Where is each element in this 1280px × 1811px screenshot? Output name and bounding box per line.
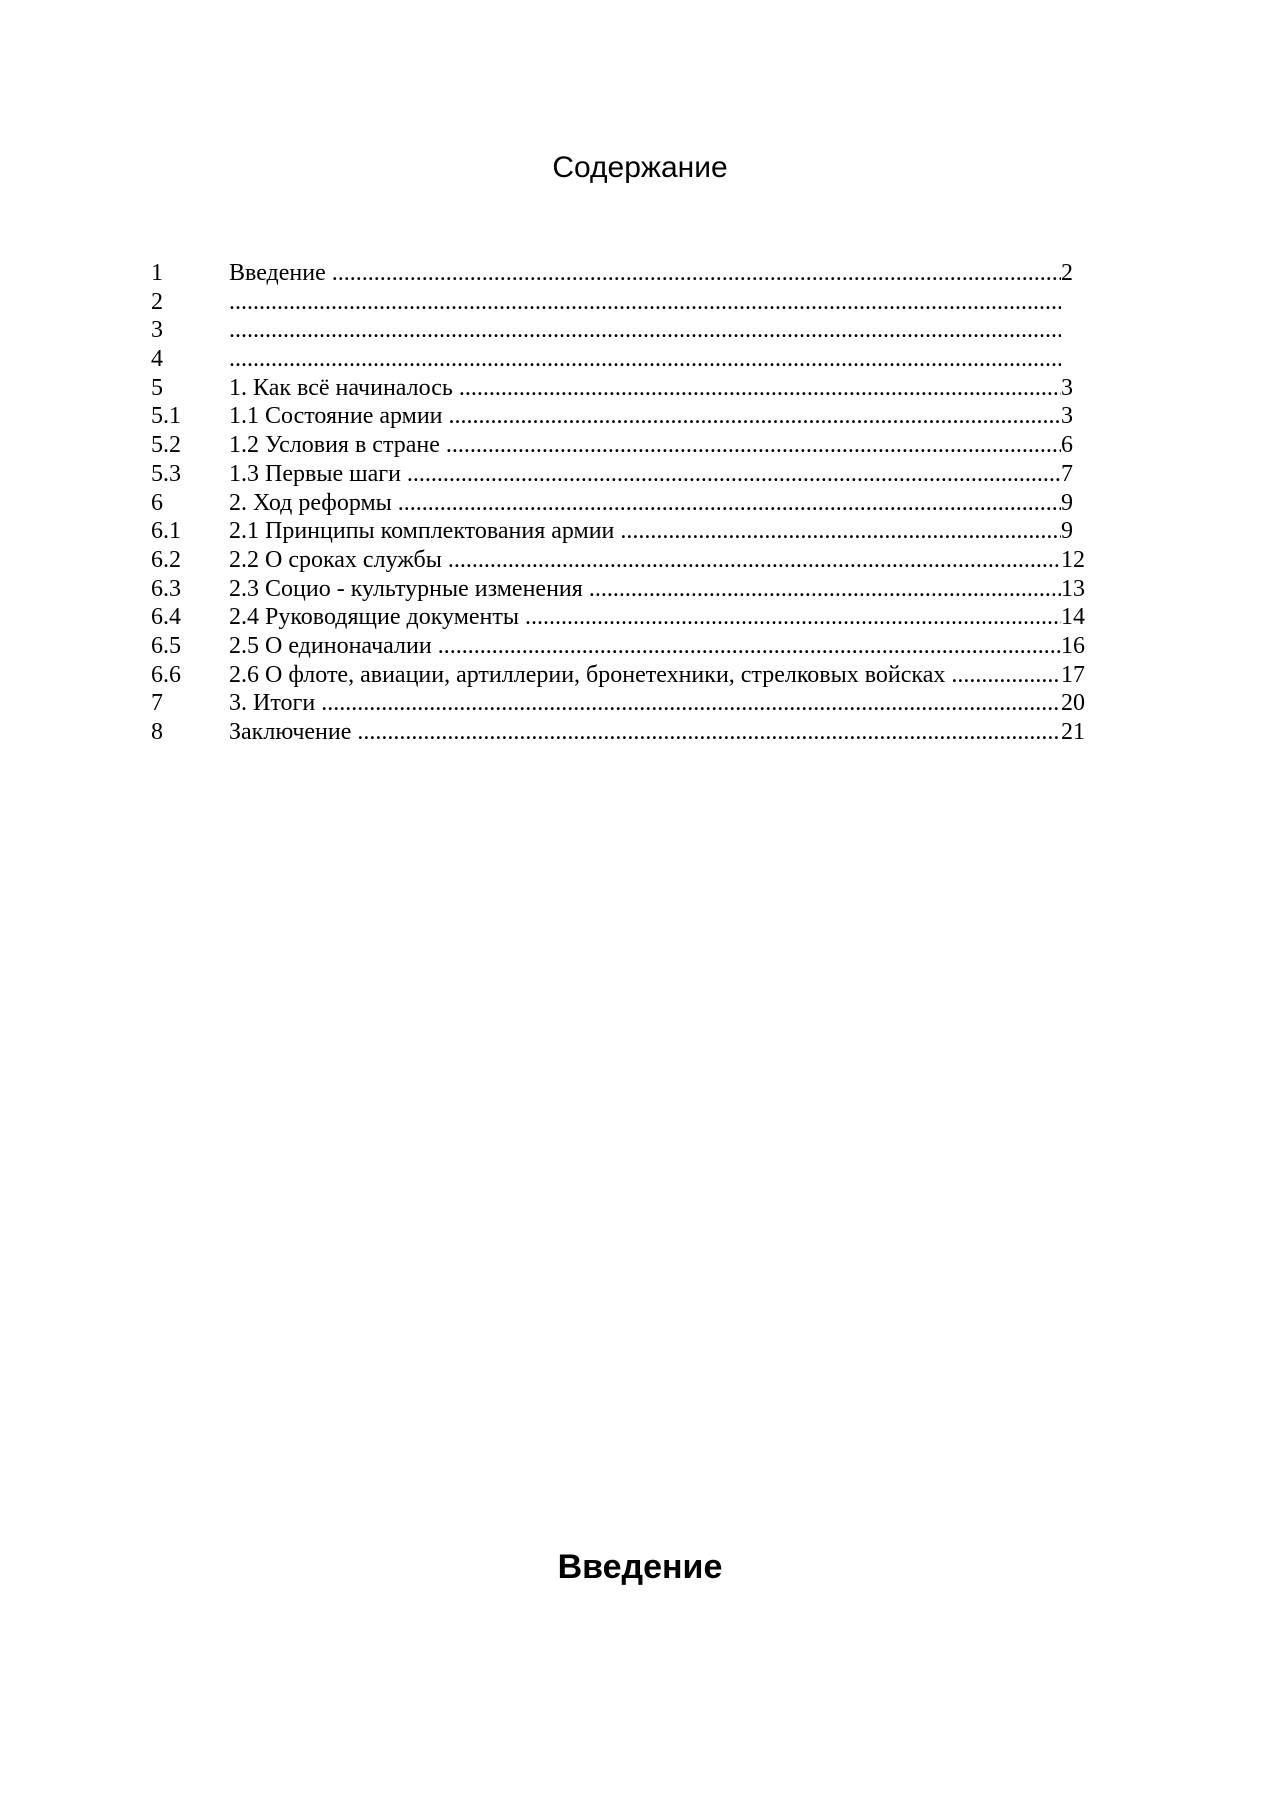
toc-entry[interactable] <box>229 517 1061 545</box>
toc-row[interactable] <box>151 259 1091 288</box>
toc-entry[interactable] <box>229 575 1061 603</box>
toc-entry[interactable] <box>229 546 1061 574</box>
toc-entry[interactable] <box>229 718 1061 746</box>
toc-page-number: 9 <box>1061 517 1091 545</box>
toc-page-number: 6 <box>1061 431 1091 459</box>
toc-row-number: 6.5 <box>151 632 181 659</box>
toc-row[interactable] <box>151 575 1091 604</box>
toc-entry[interactable] <box>229 689 1061 717</box>
toc-entry[interactable] <box>229 316 1061 344</box>
toc-row-number: 5 <box>151 374 163 401</box>
toc-entry-text: Заключение <box>229 719 352 745</box>
toc-page-number: 16 <box>1061 632 1091 660</box>
toc-page-number: 12 <box>1061 546 1091 574</box>
toc-page-number: 9 <box>1061 489 1091 517</box>
toc-entry[interactable] <box>229 288 1061 316</box>
toc-page-number: 13 <box>1061 575 1091 603</box>
toc-entry[interactable] <box>229 374 1061 402</box>
toc-row-number: 5.3 <box>151 460 181 487</box>
toc-page-number: 20 <box>1061 689 1091 717</box>
introduction-heading: Введение <box>557 1548 723 1586</box>
toc-row[interactable] <box>151 402 1091 431</box>
table-of-contents <box>151 259 1091 747</box>
toc-entry-text: 1. Как всё начиналось <box>229 374 453 401</box>
toc-row[interactable] <box>151 288 1091 317</box>
toc-entry[interactable] <box>229 661 1061 689</box>
toc-entry-text: 2.4 Руководящие документы <box>229 604 520 631</box>
toc-entry[interactable] <box>229 460 1061 488</box>
toc-row-number: 6 <box>151 489 163 516</box>
toc-row-number: 6.2 <box>151 546 181 573</box>
toc-row[interactable] <box>151 603 1091 632</box>
toc-row-number: 6.1 <box>151 518 181 545</box>
toc-row-number: 7 <box>151 690 163 717</box>
toc-entry-text: 2. Ход реформы <box>229 489 392 516</box>
toc-row-number: 1 <box>151 260 163 286</box>
toc-row[interactable] <box>151 632 1091 661</box>
toc-row[interactable] <box>151 517 1091 546</box>
toc-entry-text: 2.5 О единоначалии <box>229 632 432 659</box>
toc-entry[interactable] <box>229 632 1061 660</box>
toc-page-number: 3 <box>1061 402 1091 430</box>
toc-entry[interactable] <box>229 259 1061 287</box>
toc-row-number: 5.1 <box>151 403 181 430</box>
toc-entry-text: 3. Итоги <box>229 690 316 717</box>
toc-row[interactable] <box>151 661 1091 690</box>
toc-page-number: 17 <box>1061 661 1091 689</box>
toc-row[interactable] <box>151 345 1091 374</box>
toc-entry-text: 1.3 Первые шаги <box>229 460 401 487</box>
toc-entry-text: 2.1 Принципы комплектования армии <box>229 518 615 545</box>
toc-entry[interactable] <box>229 489 1061 517</box>
toc-page-number: 7 <box>1061 460 1091 488</box>
toc-page-number: 3 <box>1061 374 1091 402</box>
toc-row-number: 6.6 <box>151 661 181 688</box>
toc-row-number: 4 <box>151 346 163 373</box>
toc-row-number: 6.4 <box>151 604 181 631</box>
toc-row[interactable] <box>151 546 1091 575</box>
toc-row[interactable] <box>151 431 1091 460</box>
toc-entry-text: Введение <box>229 260 326 286</box>
toc-row-number: 8 <box>151 719 163 745</box>
toc-page-number: 2 <box>1061 259 1091 287</box>
toc-page-number: 14 <box>1061 603 1091 631</box>
toc-entry[interactable] <box>229 431 1061 459</box>
toc-row[interactable] <box>151 689 1091 718</box>
toc-row-number: 5.2 <box>151 432 181 459</box>
toc-page-number: 21 <box>1061 718 1091 746</box>
toc-row-number: 6.3 <box>151 575 181 602</box>
toc-title: Содержание <box>552 151 728 184</box>
toc-entry[interactable] <box>229 603 1061 631</box>
toc-entry-text: 1.1 Состояние армии <box>229 403 443 430</box>
toc-entry-text: 2.2 О сроках службы <box>229 546 442 573</box>
toc-row-number: 3 <box>151 317 163 344</box>
toc-row[interactable] <box>151 460 1091 489</box>
toc-row[interactable] <box>151 718 1091 747</box>
toc-row[interactable] <box>151 374 1091 403</box>
toc-entry-text: 2.6 О флоте, авиации, артиллерии, бронетехники, стрелковых войсках <box>229 661 946 688</box>
toc-entry[interactable] <box>229 345 1061 373</box>
toc-entry-text: 2.3 Социо - культурные изменения <box>229 575 583 602</box>
toc-entry-text: 1.2 Условия в стране <box>229 432 440 459</box>
toc-row[interactable] <box>151 489 1091 518</box>
toc-entry[interactable] <box>229 402 1061 430</box>
toc-row[interactable] <box>151 316 1091 345</box>
toc-row-number: 2 <box>151 288 163 315</box>
